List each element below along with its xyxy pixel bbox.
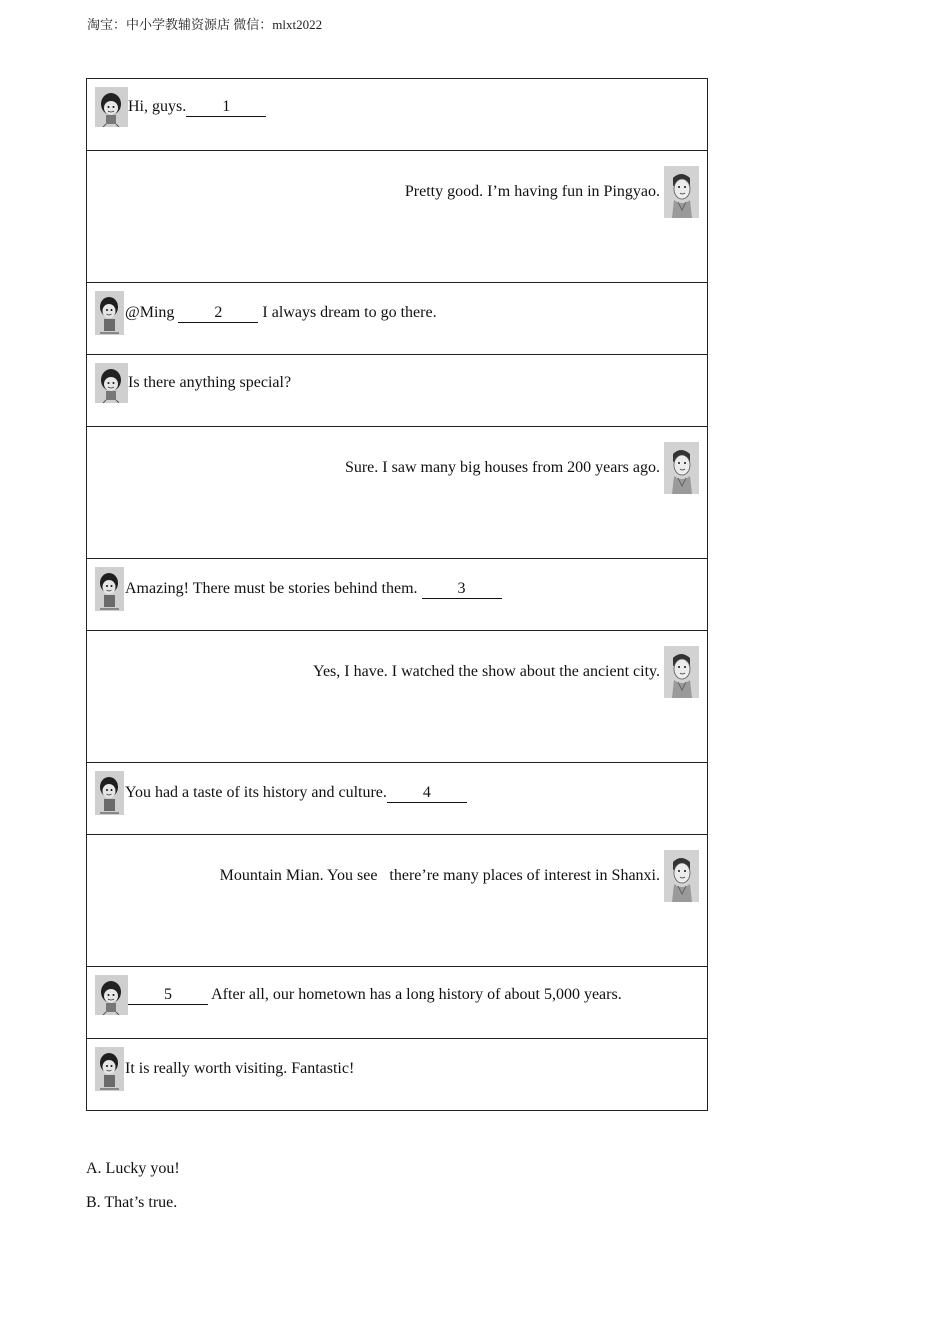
man-avatar-icon — [664, 850, 699, 902]
answer-blank[interactable]: 3 — [422, 580, 502, 599]
chat-row — [87, 427, 708, 559]
message-text — [128, 373, 291, 393]
chat-row — [87, 835, 708, 967]
message-text-before: Mountain Mian. You see there’re many places of interest in Shanxi. — [219, 867, 660, 884]
chat-message — [405, 166, 699, 218]
chat-message — [95, 975, 622, 1015]
option-b: B. That’s true. — [86, 1194, 178, 1211]
message-text-before: @Ming — [125, 304, 179, 321]
chat-cell — [87, 283, 708, 355]
boy-avatar-icon — [95, 1047, 124, 1091]
chat-row — [87, 283, 708, 355]
chat-cell — [87, 151, 708, 283]
chat-message — [220, 850, 699, 902]
message-text-before: Pretty good. I’m having fun in Pingyao. — [404, 183, 660, 200]
message-text — [405, 182, 660, 202]
girl-avatar-icon — [95, 975, 128, 1015]
message-text — [125, 579, 502, 599]
chat-cell — [87, 355, 708, 427]
message-text-before: Sure. I saw many big houses from 200 years ago. — [344, 459, 660, 476]
message-text-before: You had a taste of its history and culture. — [125, 784, 387, 801]
chat-cell — [87, 427, 708, 559]
answer-blank[interactable]: 4 — [387, 784, 467, 803]
chat-cell — [87, 835, 708, 967]
message-text — [125, 783, 467, 803]
chat-message — [95, 87, 266, 127]
message-text-before: It is really worth visiting. Fantastic! — [125, 1060, 355, 1077]
chat-cell — [87, 559, 708, 631]
message-text — [313, 662, 660, 682]
message-text-before: Yes, I have. I watched the show about the ancient city. — [312, 663, 660, 680]
chat-row — [87, 559, 708, 631]
boy-avatar-icon — [95, 567, 124, 611]
chat-cell — [87, 1039, 708, 1111]
option-a: A. Lucky you! — [86, 1160, 180, 1177]
chat-message — [313, 646, 699, 698]
chat-message — [345, 442, 699, 494]
chat-row — [87, 355, 708, 427]
chat-row — [87, 763, 708, 835]
answer-blank[interactable]: 2 — [178, 304, 258, 323]
message-text — [220, 866, 660, 886]
chat-row — [87, 79, 708, 151]
chat-row — [87, 967, 708, 1039]
message-text-after: I always dream to go there. — [258, 304, 437, 321]
boy-avatar-icon — [95, 771, 124, 815]
chat-cell — [87, 631, 708, 763]
message-text-before: Amazing! There must be stories behind them. — [125, 580, 422, 597]
message-text-before: Is there anything special? — [128, 374, 292, 391]
answer-options — [86, 1152, 180, 1220]
chat-cell — [87, 763, 708, 835]
man-avatar-icon — [664, 166, 699, 218]
chat-row — [87, 151, 708, 283]
chat-row — [87, 1039, 708, 1111]
chat-row — [87, 631, 708, 763]
message-text — [125, 303, 437, 323]
man-avatar-icon — [664, 646, 699, 698]
message-text-before: Hi, guys. — [128, 98, 187, 115]
message-text — [128, 97, 266, 117]
chat-message — [95, 363, 291, 403]
girl-avatar-icon — [95, 363, 128, 403]
message-text — [128, 985, 622, 1005]
message-text-after: After all, our hometown has a long history of about 5,000 years. — [208, 986, 622, 1003]
chat-cell — [87, 79, 708, 151]
man-avatar-icon — [664, 442, 699, 494]
message-text — [345, 458, 660, 478]
message-text — [125, 1059, 354, 1079]
chat-message — [95, 1047, 354, 1091]
chat-message — [95, 291, 437, 335]
answer-blank[interactable]: 1 — [186, 98, 266, 117]
girl-avatar-icon — [95, 87, 128, 127]
chat-message — [95, 567, 502, 611]
boy-avatar-icon — [95, 291, 124, 335]
chat-message — [95, 771, 467, 815]
header-text: 淘宝：中小学教辅资源店 微信：mlxt2022 — [87, 17, 323, 32]
chat-cell — [87, 967, 708, 1039]
chat-table — [86, 78, 708, 1111]
answer-blank[interactable]: 5 — [128, 986, 208, 1005]
